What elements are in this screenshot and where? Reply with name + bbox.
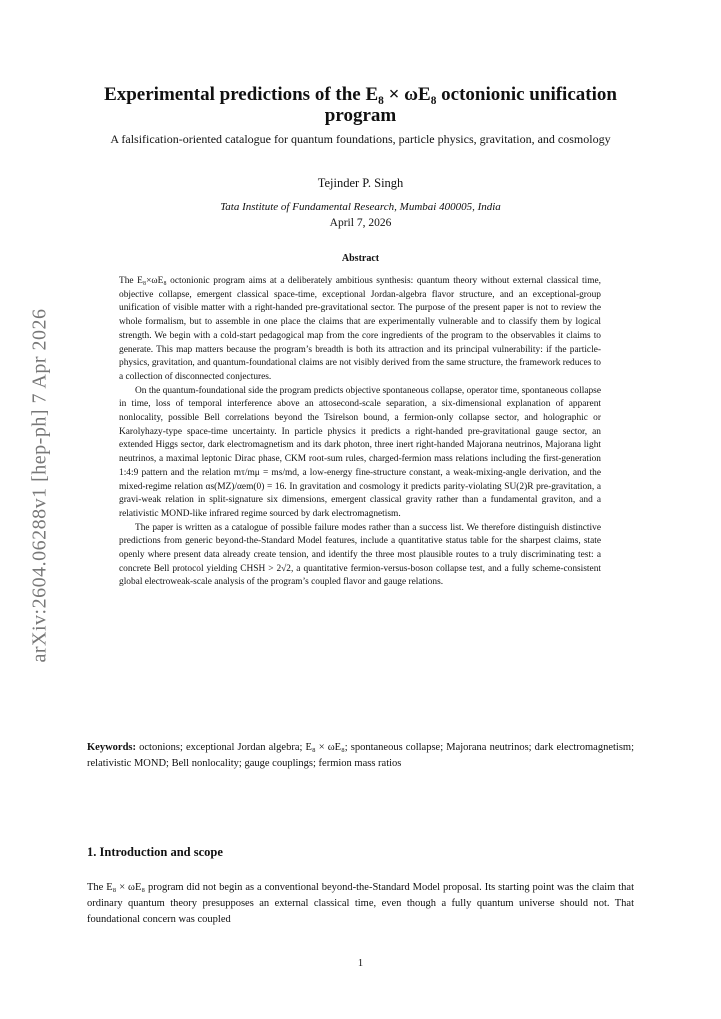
keywords-label: Keywords: xyxy=(87,742,136,753)
author-name: Tejinder P. Singh xyxy=(317,176,404,190)
keywords-list: octonions; exceptional Jordan algebra; E₈ × ωE₈; spontaneous collapse; Majorana neutrinos; dark electromagnetism; relativistic MOND; Bell nonlocality; gauge couplings; fermion mass ratios xyxy=(87,742,635,769)
introduction-paragraph: The E₈ × ωE₈ program did not begin as a conventional beyond-the-Standard Model proposal. Its starting point was the claim that ordinary quantum theory presupposes an external classical time, even though a fully quantum universe should not. That foundational concern was coupled xyxy=(87,882,634,925)
section-heading-introduction: 1. Introduction and scope xyxy=(87,845,223,859)
page-number: 1 xyxy=(357,958,364,969)
abstract-paragraph-3: The paper is written as a catalogue of possible failure modes rather than a success list. We therefore distinguish distinctive predictions from generic beyond-the-Standard Model features, include a quantitative status table for the sharpest claims, state openly where present data already create tension, and identify the three most plausible routes to a truly discriminating test: a concrete Bell protocol yielding CHSH > 2√2, a quantitative fermion-versus-boson collapse test, and a fully scheme-consistent global electroweak-scale analysis of the program’s coupled flavor and gauge relations. xyxy=(119,522,601,588)
paper-date: April 7, 2026 xyxy=(329,217,392,229)
arxiv-identifier-text: arXiv:2604.06288v1 [hep-ph] 7 Apr 2026 xyxy=(28,308,51,662)
author-affiliation: Tata Institute of Fundamental Research, Mumbai 400005, India xyxy=(220,201,501,213)
paper-subtitle: A falsification-oriented catalogue for quantum foundations, particle physics, gravitation, and cosmology xyxy=(110,132,611,146)
arxiv-identifier-stamp xyxy=(20,300,60,670)
keywords-block xyxy=(87,740,634,772)
abstract-paragraph-2: On the quantum-foundational side the program predicts objective spontaneous collapse, operator time, spontaneous collapse in time, loss of temporal interference above an attosecond-scale separation, a six-dimensional explanation of apparent nonlocality, possible Bell correlations beyond the Tsirelson bound, a fermion-only collapse sector, and holographic or Karolyhazy-type space-time uncertainty. In particle physics it predicts a right-handed pre-gravitational gauge sector, an extended Higgs sector, dark electromagnetism and its dark photon, three inert right-handed Majorana neutrinos, Majorana light neutrinos, a maximal leptonic Dirac phase, CKM root-sum rules, charged-fermion mass relations including the first-generation 1:4:9 pattern and the relation mτ/mμ = ms/md, a low-energy fine-structure constant, a weak-mixing-angle derivation, and the mixed-regime relation αs(MZ)/αem(0) = 16. In gravitation and cosmology it predicts parity-violating SU(2)R pre-gravitation, a gravi-weak relation in split-signature six dimensions, emergent classical gravity rather than a fundamental graviton, and a relativistic MOND-like infrared regime sourced by dark electromagnetism. xyxy=(119,385,601,519)
abstract-heading: Abstract xyxy=(341,253,380,264)
paper-title: Experimental predictions of the E₈ × ωE₈ octonionic unification program xyxy=(104,84,617,126)
abstract-paragraph-1: The E₈×ωE₈ octonionic program aims at a deliberately ambitious synthesis: quantum theory without external classical time, objective collapse, emergent classical space-time, exceptional Jordan-algebra flavor structure, and an exceptional-group unification of visible matter with a right-handed pre-gravitational sector. The purpose of the present paper is not to review the whole formalism, but to assemble in one place the claims that are experimentally vulnerable and to classify them by logical strength. We begin with a cold-start pedagogical map from the core ingredients of the program to the observables it claims to generate. This map matters because the program’s breadth is both its attraction and its principal vulnerability: if the particle-physics, gravitation, and quantum-foundational claims are not visibly derived from the same structure, the framework reduces to a collection of disconnected conjectures. xyxy=(119,276,601,382)
abstract-body xyxy=(119,275,601,590)
